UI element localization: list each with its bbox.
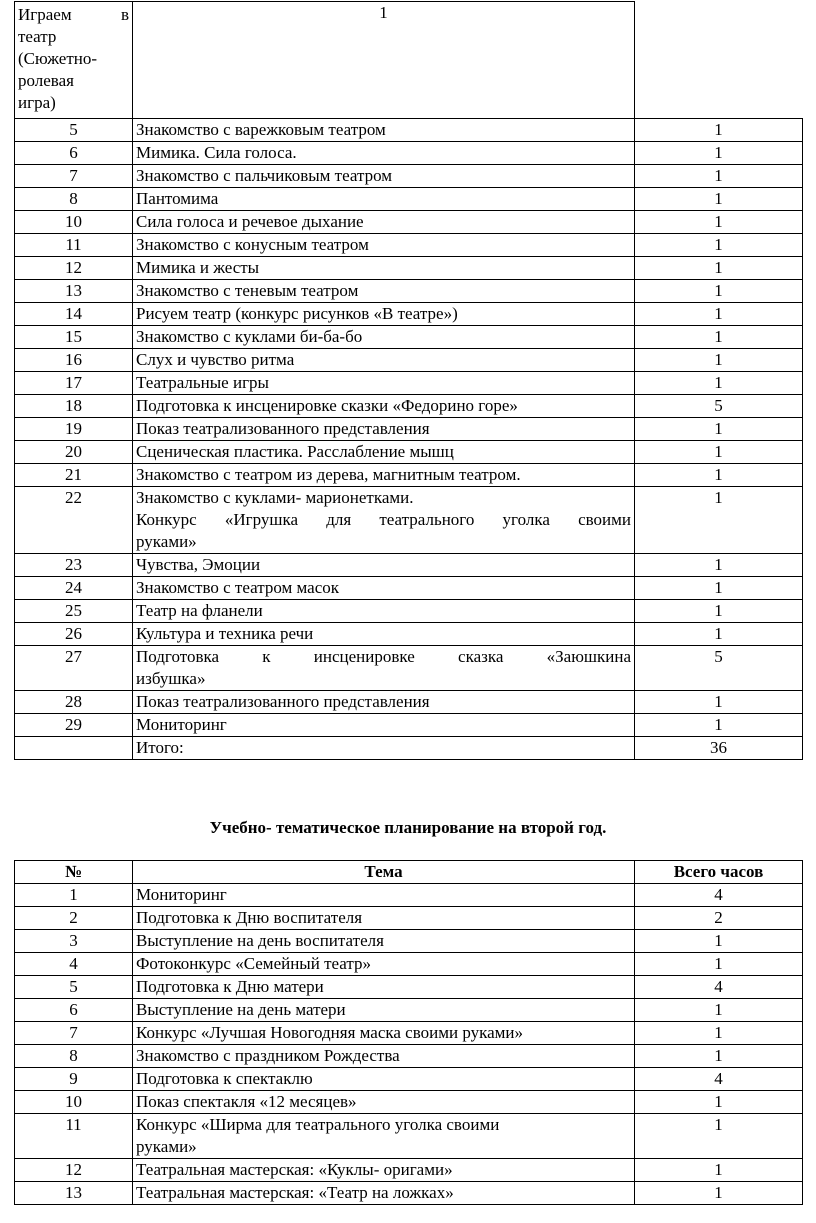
row-number: 5 [15, 119, 133, 142]
first-topic-line: (Сюжетно- [18, 49, 98, 68]
row-number: 23 [15, 554, 133, 577]
row-topic: Знакомство с варежковым театром [133, 119, 635, 142]
row-hours: 1 [635, 211, 803, 234]
total-empty-cell [15, 737, 133, 760]
table-row [15, 623, 803, 646]
row-topic: Фотоконкурс «Семейный театр» [133, 953, 635, 976]
row-topic: Показ театрализованного представления [133, 418, 635, 441]
table-row [15, 487, 803, 554]
row-number: 22 [15, 487, 133, 554]
row-number: 17 [15, 372, 133, 395]
total-label: Итого: [133, 737, 635, 760]
row-number: 1 [15, 884, 133, 907]
row-hours: 1 [635, 487, 803, 554]
row-topic-line: Знакомство с куклами- марионетками. [136, 488, 414, 507]
row-topic: Культура и техника речи [133, 623, 635, 646]
row-hours: 1 [635, 303, 803, 326]
row-topic-line: избушка» [136, 669, 206, 688]
row-hours: 1 [635, 234, 803, 257]
table-row [15, 165, 803, 188]
table-row [15, 646, 803, 691]
table-row [15, 280, 803, 303]
row-topic [133, 1114, 635, 1159]
row-number: 11 [15, 1114, 133, 1159]
row-number: 6 [15, 142, 133, 165]
table-row [15, 418, 803, 441]
row-topic: Сила голоса и речевое дыхание [133, 211, 635, 234]
row-number: 18 [15, 395, 133, 418]
row-number: 2 [15, 907, 133, 930]
row-hours: 1 [635, 1022, 803, 1045]
row-topic-line: руками» [136, 1137, 197, 1156]
table-row [15, 884, 803, 907]
row-topic: Знакомство с пальчиковым театром [133, 165, 635, 188]
first-topic-word: Играем [18, 5, 72, 24]
table-row [15, 1114, 803, 1159]
row-hours: 4 [635, 976, 803, 999]
table-row [15, 1091, 803, 1114]
row-topic-line: Подготовка к инсценировке сказка «Заюшкина [136, 647, 631, 666]
table-row [15, 326, 803, 349]
row-topic [133, 646, 635, 691]
row-hours: 1 [635, 1159, 803, 1182]
row-hours: 5 [635, 646, 803, 691]
row-hours: 1 [635, 930, 803, 953]
table-row [15, 907, 803, 930]
row-hours: 1 [635, 418, 803, 441]
row-topic: Театр на фланели [133, 600, 635, 623]
table-row [15, 953, 803, 976]
row-number: 10 [15, 1091, 133, 1114]
row-hours: 1 [635, 257, 803, 280]
table-row [15, 930, 803, 953]
table-row [15, 2, 803, 119]
row-topic: Подготовка к спектаклю [133, 1068, 635, 1091]
row-topic: Мимика и жесты [133, 257, 635, 280]
row-topic: Подготовка к Дню воспитателя [133, 907, 635, 930]
row-number: 15 [15, 326, 133, 349]
row-topic: Выступление на день матери [133, 999, 635, 1022]
row-hours: 1 [635, 577, 803, 600]
row-hours: 1 [635, 464, 803, 487]
row-topic: Знакомство с театром из дерева, магнитным театром. [133, 464, 635, 487]
row-topic: Слух и чувство ритма [133, 349, 635, 372]
row-hours: 1 [635, 165, 803, 188]
table-row [15, 1182, 803, 1205]
first-topic-cell [15, 2, 133, 119]
row-hours: 1 [635, 142, 803, 165]
table-row [15, 577, 803, 600]
row-hours: 1 [635, 1091, 803, 1114]
first-topic-word: в [120, 5, 129, 24]
row-topic: Знакомство с куклами би-ба-бо [133, 326, 635, 349]
table-row [15, 691, 803, 714]
row-hours: 1 [635, 1114, 803, 1159]
table-row [15, 372, 803, 395]
row-topic: Театральные игры [133, 372, 635, 395]
row-hours: 5 [635, 395, 803, 418]
row-topic: Подготовка к Дню матери [133, 976, 635, 999]
row-topic: Сценическая пластика. Расслабление мышц [133, 441, 635, 464]
row-hours: 4 [635, 884, 803, 907]
row-hours: 1 [635, 691, 803, 714]
table-row [15, 1022, 803, 1045]
row-topic: Мониторинг [133, 714, 635, 737]
row-number: 10 [15, 211, 133, 234]
table-row [15, 395, 803, 418]
row-topic: Показ спектакля «12 месяцев» [133, 1091, 635, 1114]
row-number: 7 [15, 165, 133, 188]
row-number: 3 [15, 930, 133, 953]
table-row [15, 142, 803, 165]
total-row [15, 737, 803, 760]
table-row [15, 188, 803, 211]
row-hours: 1 [635, 188, 803, 211]
row-hours: 1 [635, 554, 803, 577]
row-number: 7 [15, 1022, 133, 1045]
table-row [15, 976, 803, 999]
column-header-hours: Всего часов [635, 861, 803, 884]
row-number: 12 [15, 257, 133, 280]
row-topic: Знакомство с театром масок [133, 577, 635, 600]
table-row [15, 1045, 803, 1068]
row-hours: 1 [635, 1045, 803, 1068]
row-number: 29 [15, 714, 133, 737]
row-topic-line: Конкурс «Игрушка для театрального уголка своими [136, 510, 631, 529]
row-number: 19 [15, 418, 133, 441]
row-number: 11 [15, 234, 133, 257]
row-topic [133, 487, 635, 554]
row-number: 28 [15, 691, 133, 714]
row-number: 24 [15, 577, 133, 600]
row-topic: Пантомима [133, 188, 635, 211]
row-hours: 1 [635, 119, 803, 142]
row-number: 5 [15, 976, 133, 999]
row-number: 9 [15, 1068, 133, 1091]
table-row [15, 119, 803, 142]
row-number: 14 [15, 303, 133, 326]
row-hours: 1 [635, 280, 803, 303]
row-number: 6 [15, 999, 133, 1022]
row-hours: 1 [635, 441, 803, 464]
table-row [15, 1068, 803, 1091]
row-topic: Мониторинг [133, 884, 635, 907]
row-hours: 1 [635, 623, 803, 646]
row-topic: Театральная мастерская: «Театр на ложках» [133, 1182, 635, 1205]
first-topic-line: ролевая [18, 71, 74, 90]
row-topic-line: руками» [136, 532, 197, 551]
blank-cell [635, 2, 803, 119]
row-number: 4 [15, 953, 133, 976]
row-topic: Показ театрализованного представления [133, 691, 635, 714]
row-hours: 1 [635, 600, 803, 623]
first-hours-cell: 1 [133, 2, 635, 119]
row-number: 13 [15, 280, 133, 303]
row-topic: Рисуем театр (конкурс рисунков «В театре») [133, 303, 635, 326]
row-hours: 1 [635, 349, 803, 372]
table-row [15, 554, 803, 577]
row-number: 27 [15, 646, 133, 691]
row-hours: 1 [635, 953, 803, 976]
row-topic: Конкурс «Лучшая Новогодняя маска своими руками» [133, 1022, 635, 1045]
table-header-row [15, 861, 803, 884]
row-topic-line: Конкурс «Ширма для театрального уголка своими [136, 1115, 500, 1134]
row-hours: 2 [635, 907, 803, 930]
row-topic: Чувства, Эмоции [133, 554, 635, 577]
column-header-number: № [15, 861, 133, 884]
row-topic: Знакомство с конусным театром [133, 234, 635, 257]
total-hours: 36 [635, 737, 803, 760]
table-row [15, 257, 803, 280]
table-row [15, 999, 803, 1022]
first-topic-line: игра) [18, 93, 56, 112]
row-number: 8 [15, 188, 133, 211]
row-number: 16 [15, 349, 133, 372]
table-row [15, 714, 803, 737]
hours-table-year-two [14, 860, 803, 1205]
table-row [15, 303, 803, 326]
section-title: Учебно- тематическое планирование на второй год. [209, 818, 607, 837]
table-row [15, 349, 803, 372]
first-topic-line: театр [18, 27, 57, 46]
table-row [15, 211, 803, 234]
row-topic: Знакомство с теневым театром [133, 280, 635, 303]
row-number: 13 [15, 1182, 133, 1205]
row-topic: Выступление на день воспитателя [133, 930, 635, 953]
row-topic: Театральная мастерская: «Куклы- оригами» [133, 1159, 635, 1182]
table-row [15, 234, 803, 257]
column-header-topic: Тема [133, 861, 635, 884]
table-row [15, 1159, 803, 1182]
row-topic: Знакомство с праздником Рождества [133, 1045, 635, 1068]
row-number: 21 [15, 464, 133, 487]
row-hours: 1 [635, 326, 803, 349]
row-hours: 1 [635, 1182, 803, 1205]
row-number: 8 [15, 1045, 133, 1068]
table-row [15, 600, 803, 623]
row-number: 26 [15, 623, 133, 646]
row-number: 20 [15, 441, 133, 464]
row-number: 12 [15, 1159, 133, 1182]
row-topic: Мимика. Сила голоса. [133, 142, 635, 165]
row-hours: 1 [635, 372, 803, 395]
row-hours: 1 [635, 714, 803, 737]
row-hours: 4 [635, 1068, 803, 1091]
row-topic: Подготовка к инсценировке сказки «Федорино горе» [133, 395, 635, 418]
hours-table-year-one [14, 1, 803, 760]
row-hours: 1 [635, 999, 803, 1022]
row-number: 25 [15, 600, 133, 623]
table-row [15, 464, 803, 487]
table-row [15, 441, 803, 464]
